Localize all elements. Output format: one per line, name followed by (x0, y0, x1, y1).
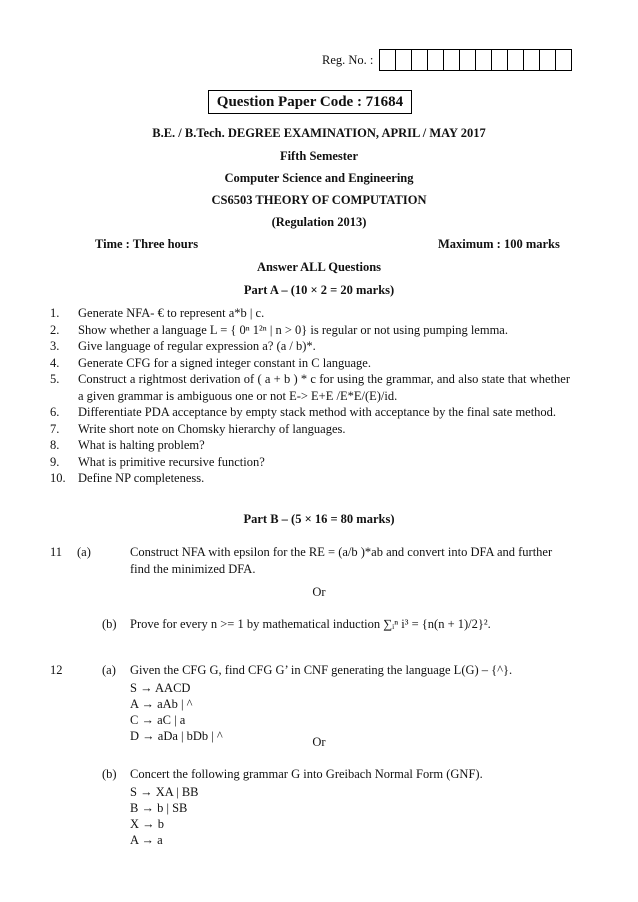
question-text: Generate NFA- € to represent a*b | c. (78, 306, 265, 320)
reg-number-label: Reg. No. : (322, 52, 374, 67)
production: A → a (130, 833, 163, 847)
production: C → aC | a (130, 713, 186, 727)
question-number: 3. (50, 339, 60, 353)
reg-number-box[interactable] (460, 49, 476, 71)
production: X → b (130, 817, 165, 831)
reg-number-box[interactable] (444, 49, 460, 71)
reg-number-boxes (379, 49, 572, 71)
question-11a-text-line2: find the minimized DFA. (130, 562, 256, 576)
part-a-question (50, 437, 570, 454)
semester: Fifth Semester (279, 149, 359, 163)
reg-number-box[interactable] (492, 49, 508, 71)
production: B → b | SB (130, 801, 188, 815)
question-number: 7. (50, 421, 60, 436)
question-11b-label: (b) (102, 617, 117, 631)
part-a-question (50, 371, 570, 404)
reg-number-row (322, 49, 572, 71)
question-number: 5. (50, 372, 60, 386)
time-allowed: Time : Three hours (95, 237, 199, 251)
reg-number-box[interactable] (380, 49, 396, 71)
question-text: Give language of regular expression a? (a / b)*. (78, 339, 316, 353)
question-number: 10. (50, 471, 66, 485)
question-12a-label: (a) (102, 663, 116, 677)
reg-number-box[interactable] (508, 49, 524, 71)
production: A → aAb | ^ (130, 697, 193, 711)
part-a-question (50, 338, 570, 355)
question-text: What is primitive recursive function? (78, 454, 265, 469)
question-12-number: 12 (50, 663, 63, 677)
question-number: 9. (50, 454, 60, 469)
reg-number-box[interactable] (476, 49, 492, 71)
question-text: Generate CFG for a signed integer constant in C language. (78, 355, 371, 370)
question-11a-text-line1: Construct NFA with epsilon for the RE = (a/b )*ab and convert into DFA and further (130, 545, 553, 559)
question-paper-code: Question Paper Code : 71684 (208, 90, 412, 114)
question-number: 1. (50, 306, 60, 320)
part-a-question (50, 322, 570, 339)
regulation: (Regulation 2013) (271, 215, 367, 229)
question-11a-label: (a) (77, 545, 91, 559)
production: S → AACD (130, 681, 191, 695)
part-a-title: Part A – (10 × 2 = 20 marks) (243, 283, 395, 297)
part-a-question (50, 404, 570, 421)
question-text: Show whether a language L = { 0ⁿ 1²ⁿ | n > 0} is regular or not using pumping lemma. (78, 322, 508, 337)
reg-number-box[interactable] (524, 49, 540, 71)
production: D → aDa | bDb | ^ (130, 729, 223, 743)
reg-number-box[interactable] (556, 49, 572, 71)
part-a-question (50, 421, 570, 438)
reg-number-box[interactable] (428, 49, 444, 71)
question-number: 8. (50, 438, 60, 452)
question-11b-text: Prove for every n >= 1 by mathematical induction ∑ᵢⁿ i³ = {n(n + 1)/2}². (130, 617, 491, 631)
question-12-or: Or (312, 735, 326, 749)
part-a-question (50, 305, 570, 322)
course-title: CS6503 THEORY OF COMPUTATION (211, 193, 427, 207)
part-a-question (50, 454, 570, 471)
question-text: Construct a rightmost derivation of ( a + b ) * c for using the grammar, and also state that whether a given grammar is ambiguous one or not E-> E+E /E*E/(E)/id. (78, 372, 570, 403)
question-12b-label: (b) (102, 767, 117, 781)
question-11-number: 11 (50, 545, 63, 559)
instruction: Answer ALL Questions (256, 260, 382, 274)
question-number: 4. (50, 355, 60, 370)
question-12b-productions (130, 784, 199, 848)
branch: Computer Science and Engineering (224, 171, 414, 185)
maximum-marks: Maximum : 100 marks (438, 237, 560, 251)
reg-number-box[interactable] (412, 49, 428, 71)
part-b-title: Part B – (5 × 16 = 80 marks) (243, 512, 395, 526)
part-a-questions (50, 305, 570, 487)
question-text: Differentiate PDA acceptance by empty stack method with acceptance by the final sate method. (78, 405, 557, 419)
reg-number-box[interactable] (540, 49, 556, 71)
part-a-question (50, 355, 570, 372)
question-11-or: Or (312, 585, 326, 599)
reg-number-box[interactable] (396, 49, 412, 71)
production: S → XA | BB (130, 785, 199, 799)
question-number: 2. (50, 322, 60, 337)
part-a-question (50, 470, 570, 487)
question-number: 6. (50, 405, 60, 419)
question-text: Write short note on Chomsky hierarchy of languages. (78, 421, 346, 436)
question-text: What is halting problem? (78, 438, 205, 452)
question-12a-text: Given the CFG G, find CFG G’ in CNF generating the language L(G) – {^}. (130, 663, 513, 677)
exam-title: B.E. / B.Tech. DEGREE EXAMINATION, APRIL / MAY 2017 (152, 126, 486, 140)
question-text: Define NP completeness. (78, 471, 205, 485)
question-12b-text: Concert the following grammar G into Greibach Normal Form (GNF). (130, 767, 483, 781)
